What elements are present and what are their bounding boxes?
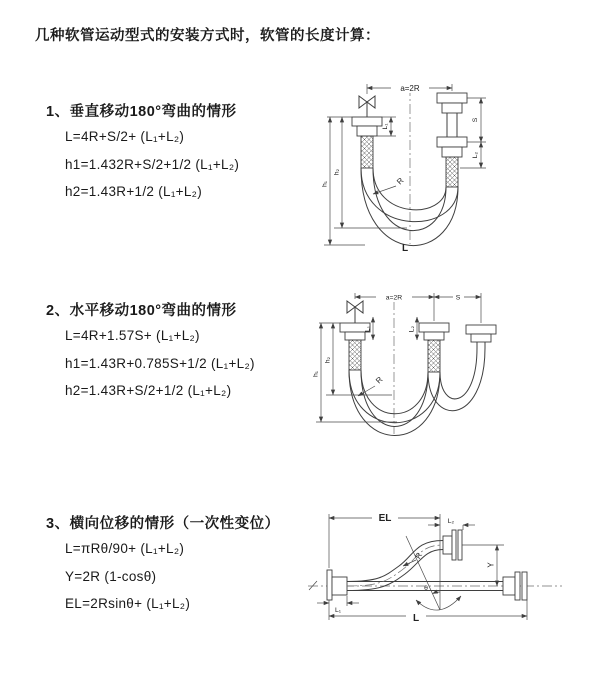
- formula-line: L=πRθ/90+ (L₁+L₂): [65, 541, 185, 556]
- dim-label-el: EL: [378, 513, 392, 524]
- dimension-a2r: [367, 82, 452, 94]
- dim-label-h2: h₂: [333, 168, 341, 176]
- section-heading: 2、水平移动180°弯曲的情形: [46, 303, 237, 319]
- upper-flange-fitting: [443, 530, 462, 560]
- dimension-l2: [409, 317, 418, 340]
- dim-label-l1: L₁: [364, 325, 372, 333]
- dim-label-l1: L₁: [382, 123, 389, 130]
- formula-line: L=4R+1.57S+ (L₁+L₂): [65, 328, 200, 343]
- section-heading: 1、垂直移动180°弯曲的情形: [46, 104, 237, 120]
- section-vertical-movement: [46, 102, 239, 206]
- dim-label-l: L: [412, 613, 420, 624]
- dim-label-r: R: [374, 375, 385, 386]
- dim-label-r: R: [413, 550, 425, 561]
- dim-label-s: S: [455, 294, 461, 302]
- formula-line: h2=1.43R+1/2 (L₁+L₂): [65, 184, 203, 199]
- dim-label-l2: L₂: [472, 151, 479, 159]
- dim-label-a2r: a=2R: [385, 294, 403, 302]
- hose-u-bend-deep: [349, 370, 440, 436]
- dimension-l-total: [329, 600, 527, 624]
- formula-line: h1=1.43R+0.785S+1/2 (L₁+L₂): [65, 355, 255, 371]
- middle-pipe-fitting: [419, 323, 449, 372]
- valve-icon: [347, 301, 363, 323]
- dim-label-l2: L₂: [408, 325, 416, 333]
- dimension-l1: [317, 596, 359, 614]
- dim-label-l-total: L: [401, 243, 409, 254]
- centerline-break-mark: [309, 581, 317, 590]
- dimension-s: [460, 98, 486, 168]
- radius-callout: [373, 176, 406, 194]
- dim-label-r: R: [395, 176, 406, 187]
- section-horizontal-movement: [46, 301, 255, 405]
- right-pipe-fitting: [437, 93, 467, 187]
- left-pipe-fitting: [352, 117, 382, 168]
- diagram-vertical-u-bend: [315, 72, 600, 257]
- formula-line: L=4R+S/2+ (L₁+L₂): [65, 129, 185, 144]
- formula-line: h2=1.43R+S/2+1/2 (L₁+L₂): [65, 383, 232, 398]
- section-heading: 3、横向位移的情形（一次性变位）: [46, 516, 280, 532]
- dim-label-h1: h₁: [312, 370, 320, 378]
- hose-u-bend: [361, 168, 458, 246]
- valve-icon: [359, 96, 375, 117]
- dim-label-theta: θ: [424, 585, 428, 592]
- left-flange-fitting: [327, 570, 347, 600]
- dimension-l2: [428, 518, 475, 530]
- dim-label-l1: L₁: [334, 607, 342, 614]
- dim-label-s: S: [472, 117, 479, 123]
- formula-line: EL=2Rsinθ+ (L₁+L₂): [65, 596, 191, 611]
- dim-label-y: Y: [486, 562, 496, 568]
- formula-line: h1=1.432R+S/2+1/2 (L₁+L₂): [65, 156, 240, 172]
- right-lower-flange-fitting: [503, 572, 527, 600]
- dim-label-l2: L₂: [447, 518, 455, 525]
- dim-label-h1: h₁: [321, 180, 329, 188]
- dim-label-a2r: a=2R: [400, 84, 420, 93]
- section-lateral-displacement: [46, 514, 280, 618]
- page-title: 几种软管运动型式的安装方式时，软管的长度计算：: [35, 28, 380, 44]
- dimension-a2r: [355, 291, 481, 323]
- dimension-y: [462, 545, 504, 586]
- dim-label-h2: h₂: [324, 356, 332, 364]
- dimension-l1: [365, 317, 374, 340]
- right-pipe-fitting: [466, 325, 496, 348]
- formula-line: Y=2R (1-cosθ): [65, 568, 157, 584]
- hose-displaced-position: [347, 541, 443, 591]
- diagram-lateral-displacement: [300, 500, 600, 645]
- diagram-horizontal-u-bend: [312, 282, 600, 452]
